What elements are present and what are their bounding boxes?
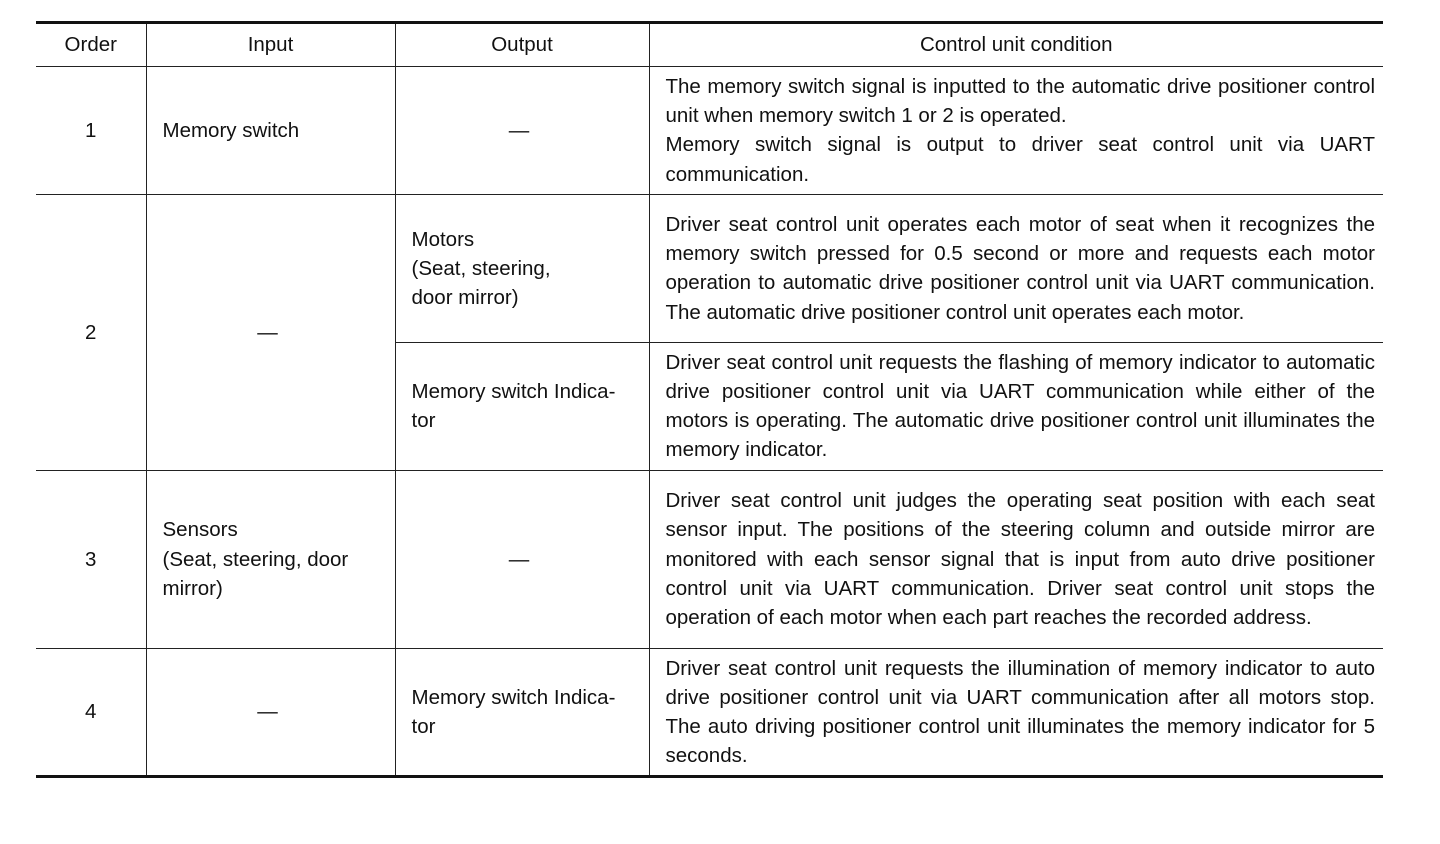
condition-cell <box>649 648 1383 777</box>
condition-cell <box>649 470 1383 648</box>
condition-paragraph: Driver seat control unit operates each motor of seat when it recognizes the memory switch pressed for 0.5 second or more and requests each motor operation to automatic drive positioner control unit via UART communication. The automatic drive positioner control unit operates each motor. <box>665 212 1375 324</box>
input-cell <box>146 470 395 648</box>
output-line: Memory switch Indica- <box>411 380 616 404</box>
output-cell <box>395 648 649 777</box>
table-row <box>36 470 1383 648</box>
table-header-row <box>36 23 1383 67</box>
output-cell <box>395 342 649 470</box>
input-cell: — <box>146 194 395 470</box>
output-line: Memory switch Indica- <box>411 685 616 709</box>
table-row <box>36 194 1383 342</box>
input-line: (Seat, steering, door <box>162 547 349 571</box>
condition-paragraph: Driver seat control unit judges the operating seat position with each seat sensor input. The positions of the steering column and outside mirror are monitored with each sensor signal that is input from auto drive positioner control unit via UART communication. Driver seat control unit stops the operation of each motor when each part reaches the recorded address. <box>665 489 1375 629</box>
output-line: tor <box>411 409 436 433</box>
condition-paragraph: Driver seat control unit requests the flashing of memory indicator to automatic drive positioner control unit via UART communication while either of the motors is operating. The automatic drive positioner control unit illuminates the memory indicator. <box>665 350 1375 462</box>
input-cell: Memory switch <box>146 67 395 195</box>
control-unit-table <box>36 21 1383 778</box>
header-output: Output <box>395 23 649 67</box>
order-cell: 2 <box>36 194 146 470</box>
condition-paragraph: Memory switch signal is output to driver seat control unit via UART communication. <box>665 133 1375 186</box>
output-cell: — <box>395 470 649 648</box>
header-input: Input <box>146 23 395 67</box>
input-line: Sensors <box>162 518 238 542</box>
output-line: tor <box>411 715 436 739</box>
output-cell <box>395 194 649 342</box>
input-cell: — <box>146 648 395 777</box>
table-row <box>36 67 1383 195</box>
condition-paragraph: Driver seat control unit requests the illumination of memory indicator to auto drive positioner control unit via UART communication after all motors stop. The auto driving positioner control unit illuminates the memory indicator for 5 seconds. <box>665 656 1375 768</box>
output-line: door mirror) <box>411 285 519 309</box>
output-cell: — <box>395 67 649 195</box>
condition-cell <box>649 342 1383 470</box>
condition-cell <box>649 194 1383 342</box>
order-cell: 4 <box>36 648 146 777</box>
output-line: (Seat, steering, <box>411 256 551 280</box>
output-line: Motors <box>411 227 475 251</box>
input-line: mirror) <box>162 576 223 600</box>
order-cell: 3 <box>36 470 146 648</box>
order-cell: 1 <box>36 67 146 195</box>
condition-paragraph: The memory switch signal is inputted to the automatic drive positioner control unit when memory switch 1 or 2 is operated. <box>665 75 1375 128</box>
header-condition: Control unit condition <box>649 23 1383 67</box>
condition-cell <box>649 67 1383 195</box>
table-row <box>36 648 1383 777</box>
header-order: Order <box>36 23 146 67</box>
